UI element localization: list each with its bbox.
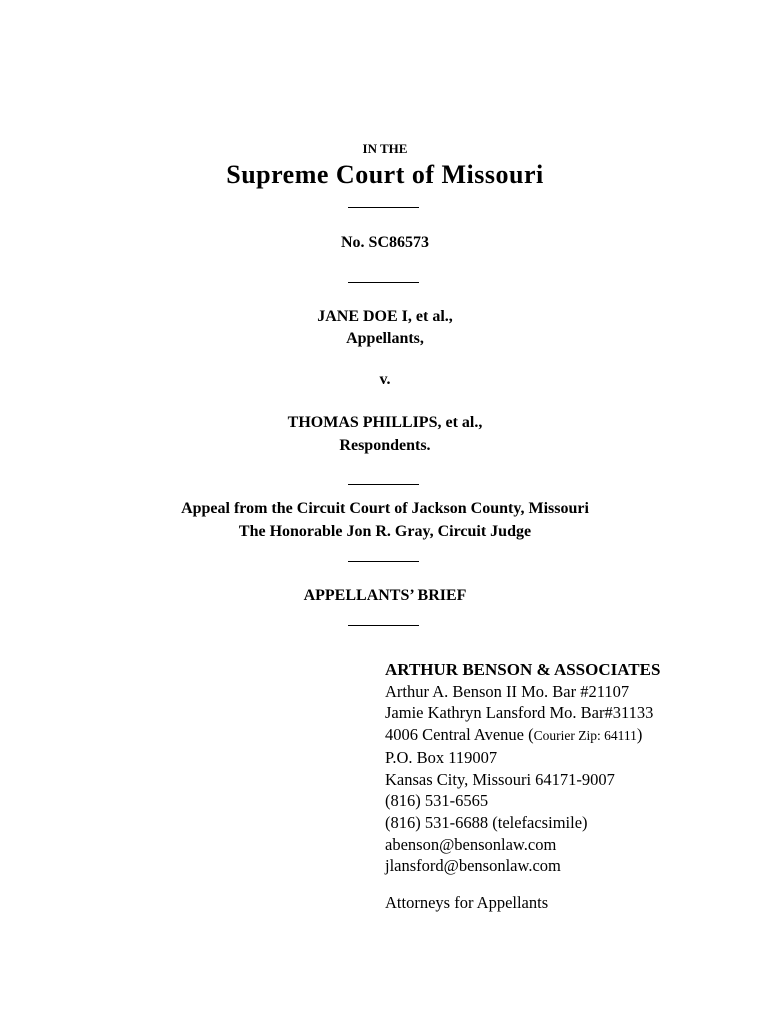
divider-1 — [348, 207, 419, 208]
fax-number: (816) 531-6688 (telefacsimile) — [385, 812, 588, 832]
brief-title: APPELLANTS’ BRIEF — [303, 587, 467, 604]
city-state-zip: Kansas City, Missouri 64171-9007 — [385, 769, 615, 789]
in-the-label: IN THE — [362, 141, 408, 156]
attorney-2: Jamie Kathryn Lansford Mo. Bar#31133 — [385, 703, 654, 723]
street-address — [385, 724, 765, 747]
appellant-name: JANE DOE I, et al., — [317, 308, 453, 325]
respondent-role: Respondents. — [339, 437, 431, 454]
appeal-from-line: Appeal from the Circuit Court of Jackson County, Missouri — [181, 500, 589, 517]
po-box: P.O. Box 119007 — [385, 747, 498, 767]
divider-2 — [348, 282, 419, 283]
courier-close-paren: ) — [636, 725, 643, 745]
firm-name: ARTHUR BENSON & ASSOCIATES — [385, 660, 661, 679]
courier-zip: Courier Zip: 64111 — [533, 728, 637, 744]
attorney-1: Arthur A. Benson II Mo. Bar #21107 — [385, 681, 630, 701]
respondent-name: THOMAS PHILLIPS, et al., — [287, 414, 483, 431]
street: 4006 Central Avenue — [385, 725, 524, 745]
counsel-block — [385, 659, 765, 877]
email-1: abenson@bensonlaw.com — [385, 834, 557, 854]
divider-5 — [348, 625, 419, 626]
divider-4 — [348, 561, 419, 562]
email-2: jlansford@bensonlaw.com — [385, 856, 561, 876]
appellant-role: Appellants, — [346, 330, 424, 347]
judge-line: The Honorable Jon R. Gray, Circuit Judge — [238, 523, 532, 540]
phone-number: (816) 531-6565 — [385, 791, 489, 811]
court-name: Supreme Court of Missouri — [226, 160, 544, 189]
versus-label: v. — [379, 371, 391, 388]
attorneys-for-appellants: Attorneys for Appellants — [385, 893, 549, 912]
case-number: No. SC86573 — [340, 234, 429, 251]
divider-3 — [348, 484, 419, 485]
courier-open-paren: ( — [524, 725, 534, 745]
